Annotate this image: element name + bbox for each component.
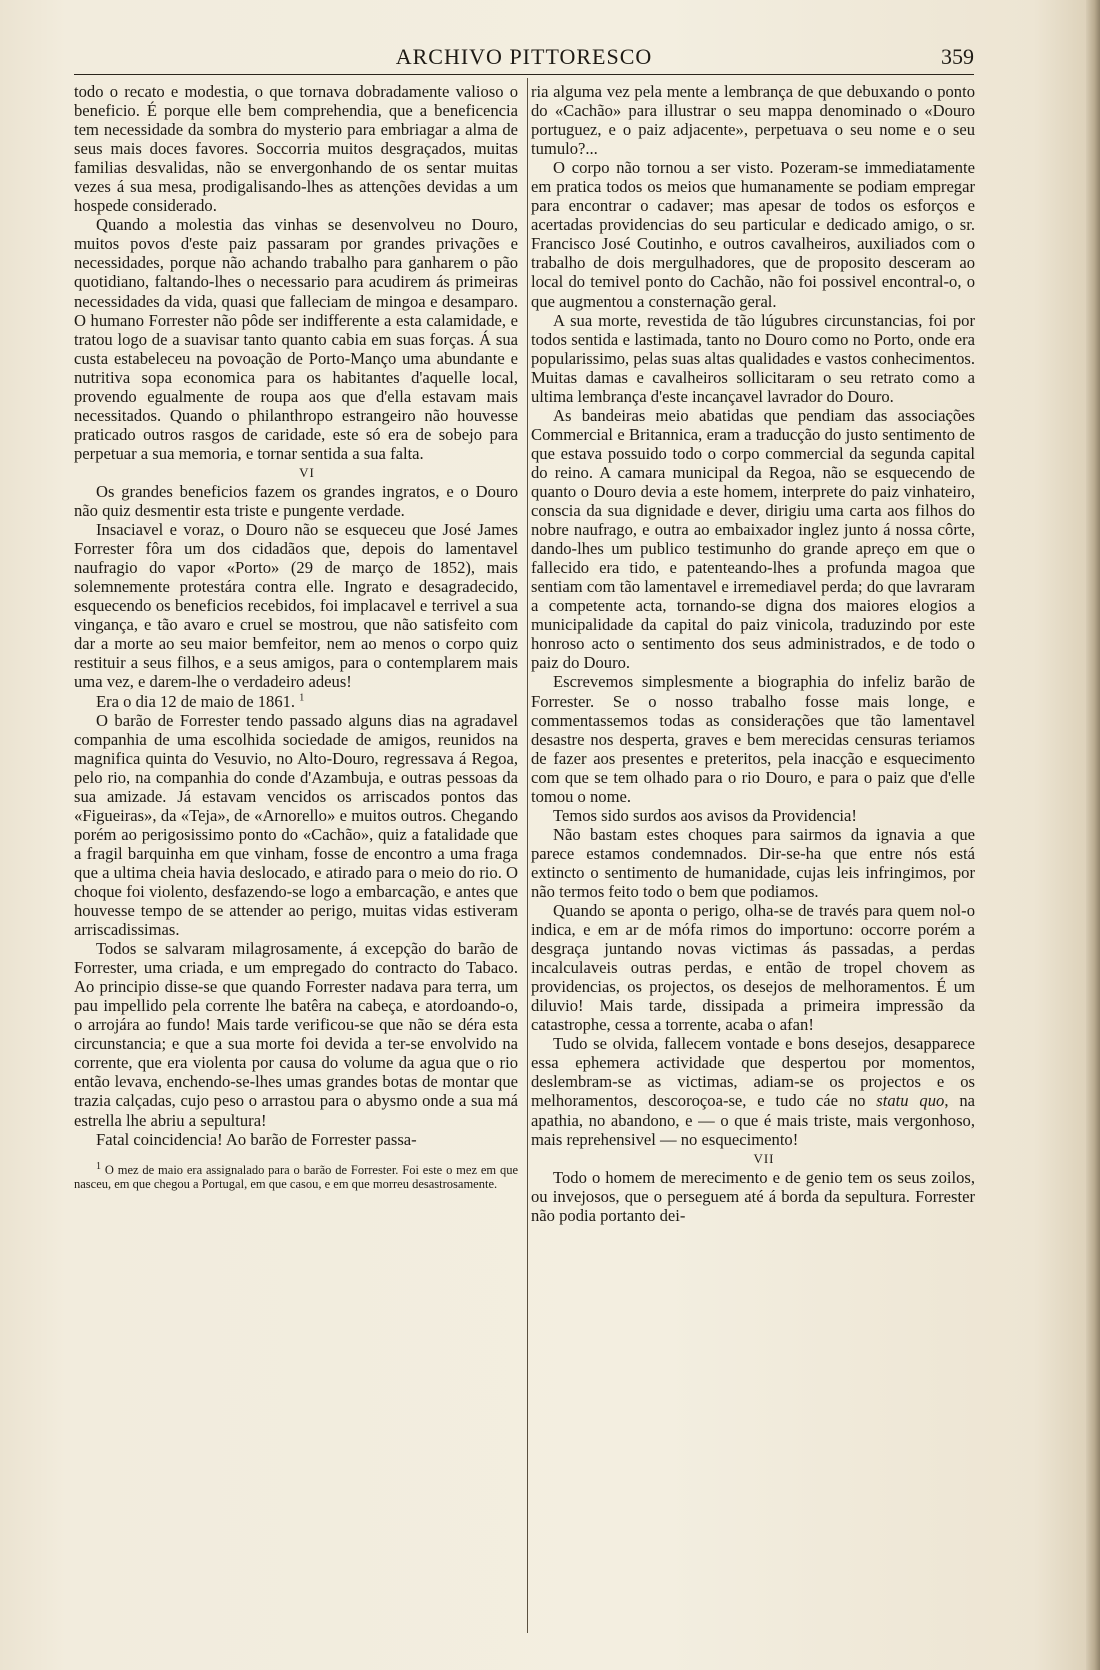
- column-divider: [527, 78, 528, 1633]
- paragraph: O barão de Forrester tendo passado alguns dias na agradavel companhia de uma escolhida sociedade de amigos, reunidos na magnifica quinta do Vesuvio, no Alto-Douro, regressava á Regoa, pelo rio, na companhia do conde d'Azambuja, e outras pessoas da sua amizade. Já estavam vencidos os arriscados pontos das «Figueiras», da «Teja», de «Arnorello» e muitos outros. Chegando porém ao perigosissimo ponto do «Cachão», quiz a fatalidade que a fragil barquinha em que vinham, fosse de encontro a uma fraga que a ultima cheia havia deslocado, e atirado para o meio do rio. O choque foi violento, desfazendo-se logo a embarcação, e antes que houvesse tempo de se attender ao perigo, muitas vidas estiveram arriscadissimas.: [74, 710, 518, 940]
- paragraph: Todo o homem de merecimento e de genio tem os seus zoilos, ou invejosos, que o perseguem até á borda da sepultura. Forrester não podia portanto dei-: [531, 1167, 975, 1225]
- footnote-separator: [74, 1149, 518, 1163]
- paragraph: A sua morte, revestida de tão lúgubres circunstancias, foi por todos sentida e lastimada, tanto no Douro como no Porto, onde era popularissimo, pelas suas altas qualidades e vastos conhecimentos. Muitas damas e cavalheiros sollicitaram o seu retrato como a ultima lembrança d'este incançavel lavrador do Douro.: [531, 310, 975, 406]
- section-heading-vi: VI: [299, 464, 315, 480]
- paragraph: Os grandes beneficios fazem os grandes ingratos, e o Douro não quiz desmentir esta triste e pungente verdade.: [74, 481, 518, 521]
- section-heading-vii: VII: [753, 1150, 775, 1166]
- paragraph-status-quo: [531, 1034, 975, 1148]
- paragraph: Temos sido surdos aos avisos da Providencia!: [553, 805, 857, 825]
- footnote: [74, 1160, 519, 1191]
- left-column: [74, 82, 518, 1191]
- footnote-mark: 1: [96, 1160, 101, 1172]
- running-title: ARCHIVO PITTORESCO: [395, 44, 653, 69]
- text-run: , na apathia, no abandono, e — o que é mais triste, mais vergonhoso, mais reprehensivel — no esquecimento!: [531, 1091, 975, 1149]
- paragraph: Escrevemos simplesmente a biographia do infeliz barão de Forrester. Se o nosso trabalho fosse mais longe, e commentassemos todas as considerações que tão lamentavel desastre nos desperta, graves e bem merecidas censuras teriamos de fazer aos presentes e preteritos, pela inacção e esquecimento com que se tem olhado para o rio Douro, e para o paiz que d'elle tomou o nome.: [531, 672, 975, 806]
- paragraph: Insaciavel e voraz, o Douro não se esqueceu que José James Forrester fôra um dos cidadãos que, depois do lamentavel naufragio do vapor «Porto» (29 de março de 1852), mais solemnemente protestára contra elle. Ingrato e desagradecido, esquecendo os beneficios recebidos, foi implacavel e terrivel a sua vingança, e tão avaro e cruel se mostrou, que não satisfeito com dar a morte ao seu maior bemfeitor, nem ao menos o corpo quiz restituir a seus filhos, e a seus amigos, para o contemplarem mais uma vez, e darem-lhe o verdadeiro adeus!: [74, 520, 518, 692]
- paragraph: Quando se aponta o perigo, olha-se de través para quem nol-o indica, e em ar de mófa rimos do importuno: occorre porém a desgraça juntando novas victimas ás passadas, a perdas incalculaveis outras perdas, e então de tropel chovem as providencias, os projectos, os desejos de melhoramentos. É um diluvio! Mais tarde, dissipada a primeira impressão da catastrophe, cessa a torrente, acaba o afan!: [531, 901, 975, 1035]
- page-header: [74, 42, 974, 72]
- book-spine-shadow: [1086, 0, 1100, 1670]
- right-column: [531, 82, 975, 1225]
- paragraph: ria alguma vez pela mente a lembrança de que debuxando o ponto do «Cachão» para illustrar o seu mappa denominado o «Douro portuguez, e o paiz adjacente», perpetuava o seu nome e o seu tumulo?...: [531, 82, 975, 159]
- italic-text: statu quo: [876, 1091, 945, 1111]
- paragraph: Quando a molestia das vinhas se desenvolveu no Douro, muitos povos d'este paiz passaram por grandes privações e necessidades, porque não achando trabalho para ganharem o pão quotidiano, faltando-lhes o necessario para acudirem ás primeiras necessidades da vida, quasi que falleciam de mingoa e desamparo. O humano Forrester não pôde ser indifferente a esta calamidade, e tratou logo de a suavisar tanto quanto cabia em suas forças. Á sua custa estabeleceu na povoação de Porto-Manço uma abundante e nutritiva sopa economica para os habitantes d'aquelle local, provendo egualmente de roupa aos que d'ella estavam mais necessitados. Quando o philanthropo estrangeiro não houvesse praticado outros rasgos de caridade, este só era de sobejo para perpetuar a sua memoria, e tornar sentida a sua falta.: [74, 215, 518, 463]
- header-rule: [74, 74, 974, 75]
- footnote-reference: 1: [299, 691, 305, 703]
- paragraph: todo o recato e modestia, o que tornava dobradamente valioso o beneficio. É porque elle bem comprehendia, que a beneficencia tem necessidade da sombra do mysterio para embriagar a alma de seus mais doces favores. Soccorria muitos desgraçados, muitas familias desvalidas, não se envergonhando de os sentar muitas vezes á sua mesa, prodigalisando-lhes as attenções devidas a um hospede considerado.: [74, 82, 518, 216]
- page-number: 359: [941, 44, 974, 69]
- paragraph: O corpo não tornou a ser visto. Pozeram-se immediatamente em pratica todos os meios que humanamente se podiam empregar para encontrar o cadaver; mas apesar de todos os esforços e acertadas providencias do seu particular e dedicado amigo, o sr. Francisco José Coutinho, e outros cavalheiros, auxiliados com o trabalho de dois mergulhadores, que de proposito desceram ao local do temivel ponto do Cachão, não foi possivel encontral-o, o que augmentou a consternação geral.: [531, 158, 975, 311]
- paragraph: Fatal coincidencia! Ao barão de Forrester passa-: [96, 1129, 417, 1149]
- paragraph: As bandeiras meio abatidas que pendiam das associações Commercial e Britannica, eram a traducção do justo sentimento de que estava possuido todo o corpo commercial da segunda capital do reino. A camara municipal da Regoa, não se esquecendo de quanto o Douro devia a este homem, interprete do paiz vinhateiro, conscia da sua dignidade e dever, dirigiu uma carta aos filhos do nobre naufrago, e outra ao embaixador inglez junto á nossa côrte, dando-lhes um publico testimunho do grande apreço em que o fallecido era tido, e patenteando-lhes a profunda magoa que sentiam com tão lamentavel e irremediavel perda; do que lavraram a competente acta, tornando-se digna dos maiores elogios a municipalidade da capital do paiz vinicola, traduzindo por este honroso acto o sentimento dos seus administrados, e de todo o paiz do Douro.: [531, 405, 975, 673]
- date-text: Era o dia 12 de maio de 1861.: [96, 691, 296, 711]
- paragraph: Todos se salvaram milagrosamente, á excepção do barão de Forrester, uma criada, e um empregado do contracto do Tabaco. Ao principio disse-se que quando Forrester nadava para terra, um pau impellido pela corrente lhe batêra na cabeça, e atordoando-o, o arrojára ao fundo! Mais tarde verificou-se que não se déra esta circunstancia; e que a sua morte foi devida a ter-se envolvido na corrente, que era violenta por causa do volume da agua que o rio então levava, enchendo-se-lhes umas grandes botas de montar que trazia calçadas, cujo peso o arrastou para o abysmo onde a sua má estrella lhe abriu a sepultura!: [74, 939, 518, 1130]
- paragraph: Não bastam estes choques para sairmos da ignavia a que parece estamos condemnados. Dir-se-ha que entre nós está extincto o sentimento de humanidade, cujas leis infringimos, por não termos feito todo o bem que podiamos.: [531, 824, 975, 901]
- footnote-text: O mez de maio era assignalado para o barão de Forrester. Foi este o mez em que nasceu, em que chegou a Portugal, em que casou, e em que morreu desastrosamente.: [74, 1162, 519, 1191]
- paragraph-date: [74, 692, 518, 711]
- text-run: Tudo se olvida, fallecem vontade e bons desejos, desapparece essa ephemera actividade que despertou por momentos, deslembram-se as victimas, adiam-se os projectos e os melhoramentos, descoroçoa-se, e tudo cáe no: [531, 1034, 975, 1111]
